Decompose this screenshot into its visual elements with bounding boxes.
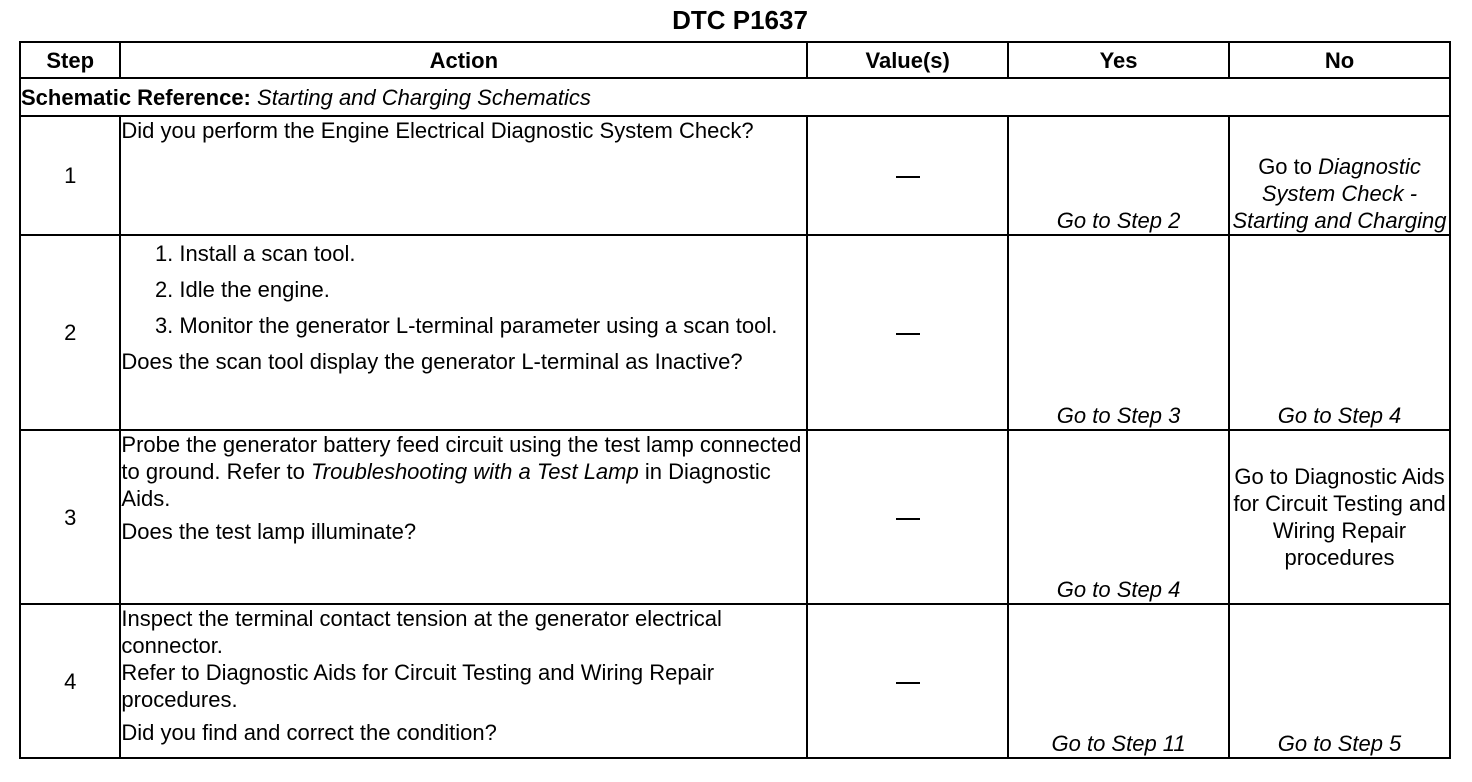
table-row: [20, 604, 1450, 758]
header-row: [20, 42, 1450, 78]
action-cell: [120, 604, 807, 758]
value-cell: [807, 604, 1008, 758]
step-number: 1: [20, 116, 120, 235]
instruction-text: Probe the generator battery feed circuit using the test lamp connected to ground. Refer to: [121, 432, 802, 484]
step-number: 4: [20, 604, 120, 758]
action-question: Did you find and correct the condition?: [121, 720, 497, 745]
page-title: DTC P1637: [672, 5, 808, 35]
table-row: [20, 116, 1450, 235]
action-question: Does the test lamp illuminate?: [121, 519, 417, 544]
no-cell: Go to Diagnostic Aids for Circuit Testing and Wiring Repair procedures: [1229, 430, 1450, 604]
yes-cell: Go to Step 11: [1008, 604, 1229, 758]
action-cell: [120, 116, 807, 235]
header-step: Step: [20, 42, 120, 78]
instruction-ref: Troubleshooting with a Test Lamp: [310, 459, 639, 484]
no-cell: [1229, 116, 1450, 235]
action-cell: [120, 430, 807, 604]
instruction-text-end: in Diagnostic Aids.: [121, 459, 771, 511]
table-row: [20, 235, 1450, 430]
action-instruction: [121, 431, 806, 512]
action-question: Did you perform the Engine Electrical Diagnostic System Check?: [121, 118, 754, 143]
header-values: Value(s): [807, 42, 1008, 78]
action-list: [121, 240, 806, 339]
header-action: Action: [120, 42, 807, 78]
value-cell: [807, 116, 1008, 235]
list-item: 3. Monitor the generator L-terminal parameter using a scan tool.: [179, 312, 806, 339]
header-no: No: [1229, 42, 1450, 78]
table-row: [20, 430, 1450, 604]
list-item: 1. Install a scan tool.: [179, 240, 806, 267]
list-item: 2. Idle the engine.: [179, 276, 806, 303]
dash-mark: [896, 333, 920, 335]
action-question: Does the scan tool display the generator L-terminal as Inactive?: [121, 349, 743, 374]
no-cell: Go to Step 5: [1229, 604, 1450, 758]
no-italic-ref: Diagnostic System Check - Starting and Charging: [1232, 154, 1447, 233]
schematic-row: [20, 78, 1450, 116]
step-number: 3: [20, 430, 120, 604]
yes-cell: Go to Step 3: [1008, 235, 1229, 430]
header-yes: Yes: [1008, 42, 1229, 78]
schematic-text: Starting and Charging Schematics: [257, 84, 591, 110]
yes-cell: Go to Step 4: [1008, 430, 1229, 604]
dash-mark: [896, 518, 920, 520]
value-cell: [807, 235, 1008, 430]
action-cell: [120, 235, 807, 430]
action-reference: Refer to Diagnostic Aids for Circuit Testing and Wiring Repair procedures.: [121, 660, 715, 712]
no-cell: Go to Step 4: [1229, 235, 1450, 430]
no-prefix: Go to: [1258, 154, 1312, 179]
step-number: 2: [20, 235, 120, 430]
yes-cell: Go to Step 2: [1008, 116, 1229, 235]
action-instruction: Inspect the terminal contact tension at the generator electrical connector.: [121, 606, 722, 658]
dash-mark: [896, 682, 920, 684]
dash-mark: [896, 176, 920, 178]
schematic-label: Schematic Reference:: [21, 84, 251, 110]
value-cell: [807, 430, 1008, 604]
schematic-reference: [20, 78, 1450, 116]
dtc-table: [19, 41, 1451, 759]
